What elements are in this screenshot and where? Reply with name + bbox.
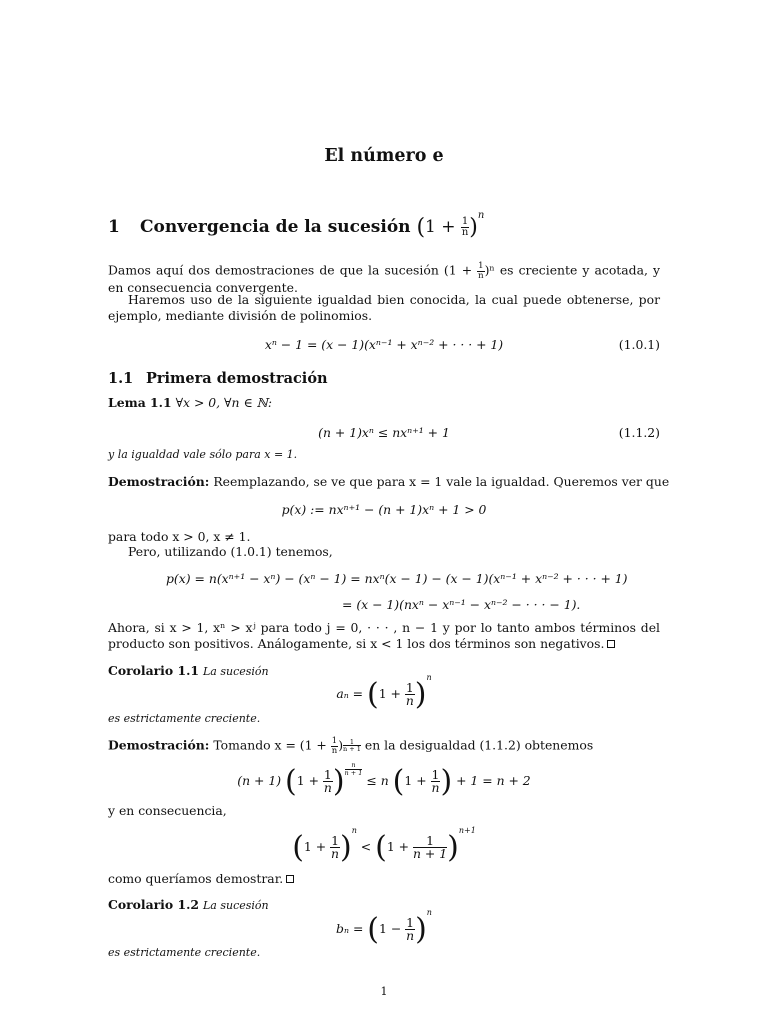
corollary-1-1-formula: aₙ = (1 + $\frac{1}{n}$ )$^n$ xyxy=(336,673,432,712)
proof-2-conclusion: como queríamos demostrar. xyxy=(108,871,294,886)
section-formula: 1 + $\frac{1}{n}$ xyxy=(425,216,469,238)
equation-label: (1.0.1) xyxy=(618,337,660,352)
equation-1-0-1: xⁿ − 1 = (x − 1)(xⁿ⁻¹ + xⁿ⁻² + · · · + 1) (1.0.1) xyxy=(264,337,660,352)
equation-1-1-2: (n + 1)xⁿ ≤ nxⁿ⁺¹ + 1 (1.1.2) xyxy=(318,425,660,440)
proof-2-result: (1 + $\frac{1}{n}$ )$^n$ < (1 + $\frac{1}{n + 1}$ )$^{n+1}$ xyxy=(292,826,476,865)
proof-2-inequality: (n + 1) (1 + $\frac{1}{n}$ ) $^{\frac{n}{n + 1}}$ ≤ n (1 + $\frac{1}{n}$ ) + 1 = n + 2 xyxy=(237,761,531,799)
page-number: 1 xyxy=(380,985,388,998)
subsection-number: 1.1 xyxy=(108,370,134,387)
proof-1-conclusion: Ahora, si x > 1, xⁿ > xʲ para todo j = 0, · · · , n − 1 y por lo tanto ambos términos del producto son positivos. Análogamente, si x < 1 los dos términos son negativos. xyxy=(108,620,660,651)
corollary-1-2-formula: bₙ = (1 − $\frac{1}{n}$ )$^n$ xyxy=(336,908,432,947)
corollary-1-2: Corolario 1.2 La sucesión xyxy=(108,897,269,912)
section-number: 1 xyxy=(108,217,120,237)
proof-1-intro: Demostración: Reemplazando, se ve que para x = 1 vale la igualdad. Queremos ver que xyxy=(108,474,670,489)
section-heading: 1 Convergencia de la sucesión (1 + $\frac{1}{n}$ )$^n$ xyxy=(108,210,485,240)
qed-icon xyxy=(286,875,294,883)
proof-2-intro: Demostración: Tomando x = (1 + $\frac{1}{n}$ ) $^{\frac{1}{n + 1}}$ en la desigualdad (1.1.2) obtenemos xyxy=(108,736,594,756)
qed-icon xyxy=(607,640,615,648)
lemma-statement: Lema 1.1 ∀x > 0, ∀n ∈ ℕ: xyxy=(108,395,273,410)
proof-1-after-2: Pero, utilizando (1.0.1) tenemos, xyxy=(128,544,333,559)
proof-1-after-1: para todo x > 0, x ≠ 1. xyxy=(108,529,251,544)
subsection-title: Primera demostración xyxy=(146,370,328,387)
corollary-1-1: Corolario 1.1 La sucesión xyxy=(108,663,269,678)
proof-1-formula: p(x) := nxⁿ⁺¹ − (n + 1)xⁿ + 1 > 0 xyxy=(281,502,487,517)
subsection-heading xyxy=(108,370,328,387)
lemma-tail: y la igualdad vale sólo para x = 1. xyxy=(108,448,298,461)
document-title: El número e xyxy=(324,146,444,166)
section-title: Convergencia de la sucesión xyxy=(140,217,411,237)
equation-label: (1.1.2) xyxy=(618,425,660,440)
proof-1-line-2: = (x − 1)(nxⁿ − xⁿ⁻¹ − xⁿ⁻² − · · · − 1). xyxy=(342,597,581,612)
intro-paragraph: Damos aquí dos demostraciones de que la sucesión (1 + $\frac{1}{n}$ )ⁿ es creciente y acotada, y en consecuencia convergente. xyxy=(108,261,660,295)
proof-2-after: y en consecuencia, xyxy=(108,803,227,818)
corollary-1-2-tail: es estrictamente creciente. xyxy=(108,946,261,959)
intro-paragraph-2: Haremos uso de la siguiente igualdad bien conocida, la cual puede obtenerse, por ejemplo, mediante división de polinomios. xyxy=(108,292,660,323)
corollary-1-1-tail: es estrictamente creciente. xyxy=(108,712,261,725)
proof-1-line-1: p(x) = n(xⁿ⁺¹ − xⁿ) − (xⁿ − 1) = nxⁿ(x − 1) − (x − 1)(xⁿ⁻¹ + xⁿ⁻² + · · · + 1) xyxy=(166,571,628,586)
